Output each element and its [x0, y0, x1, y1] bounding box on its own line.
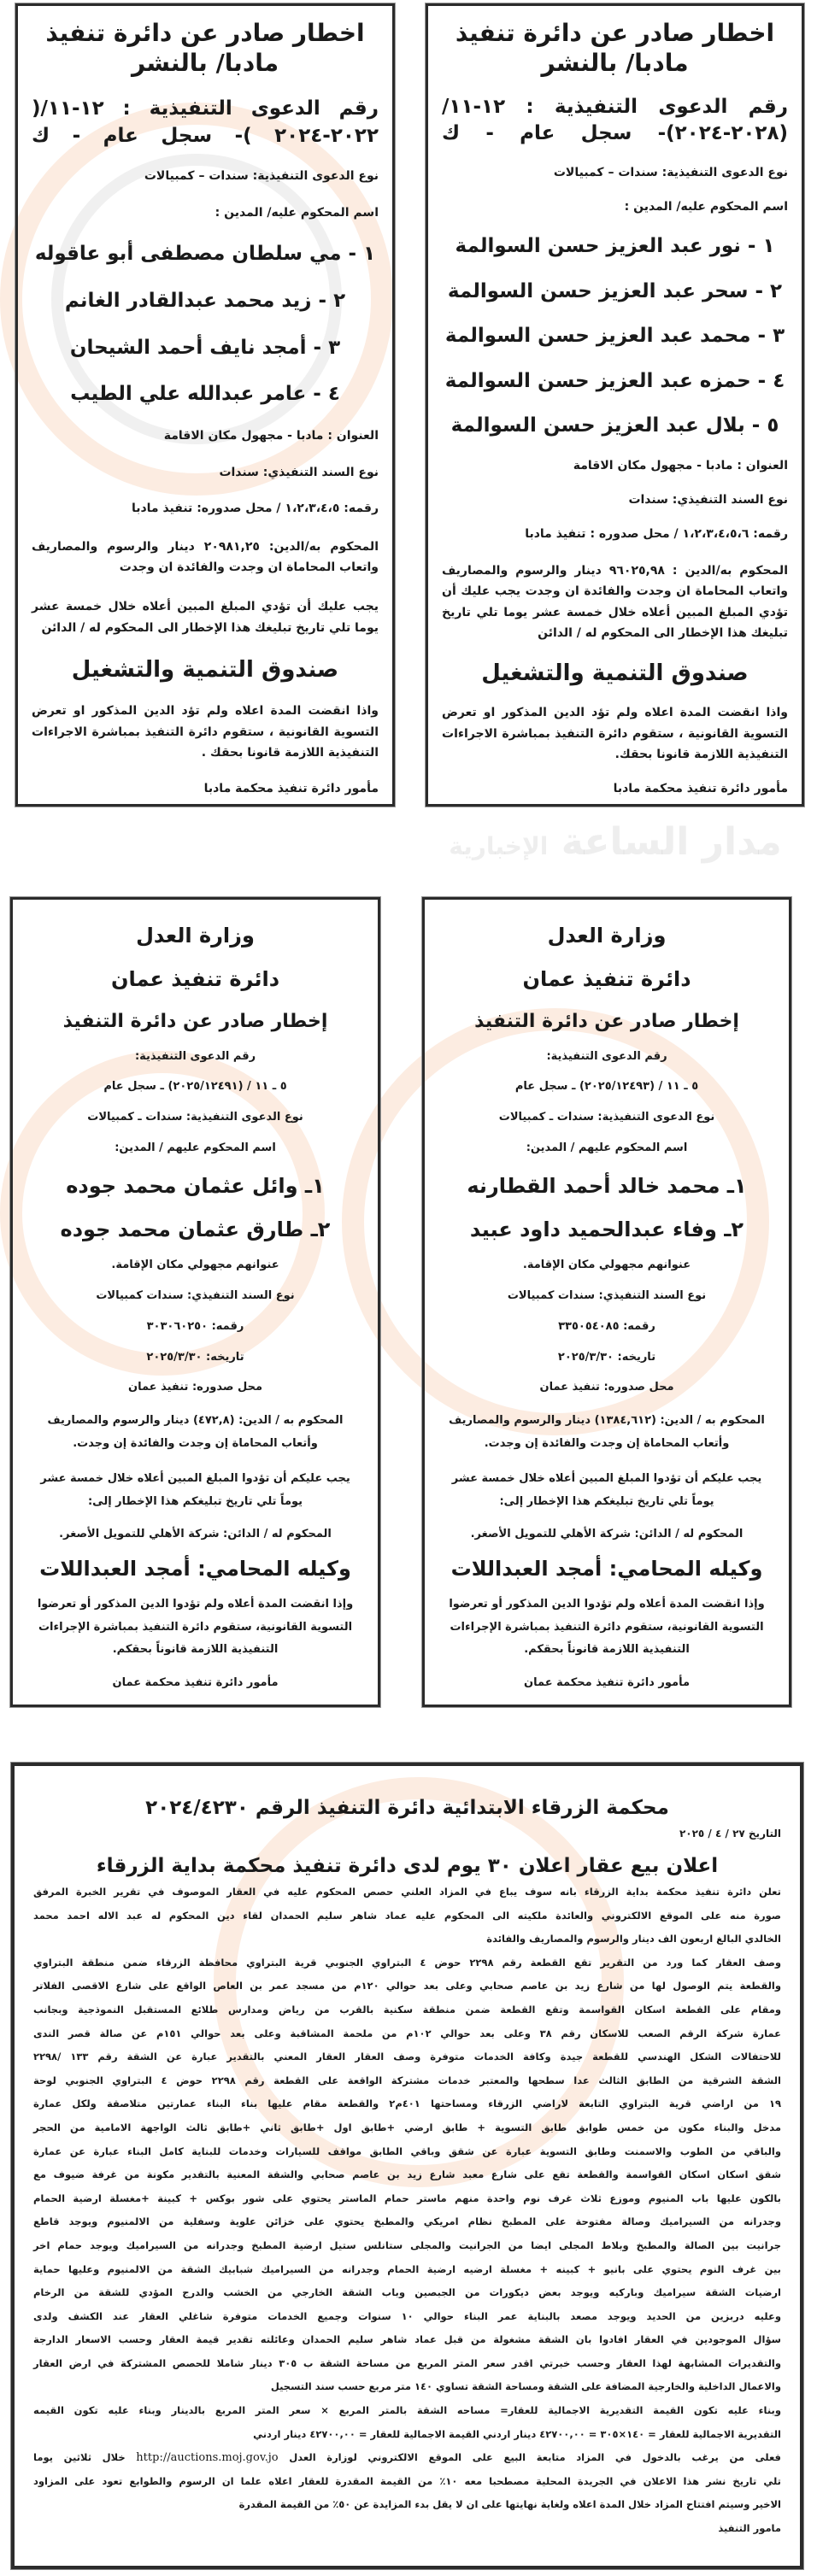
- watermark-logo-subtext: الإخبارية: [449, 832, 549, 860]
- body-text: فعلى من يرغب بالدخول في المزاد متابعة البيع على الموقع الالكتروني لوزارة العدل: [289, 2451, 781, 2464]
- case-number-line: رقم الدعوى التنفيذية : ١٢-١١/: [442, 96, 788, 119]
- document-type: نوع السند التنفيذي: سندات: [628, 493, 788, 508]
- lawyer-name: وكيله المحامي: أمجد العبداللات: [450, 1557, 763, 1581]
- department-name: دائرة تنفيذ عمان: [110, 966, 280, 991]
- debtor-name: ٢ـ وفاء عبدالحميد داود عبيد: [469, 1217, 744, 1241]
- signature: مأمور دائرة تنفيذ محكمة عمان: [112, 1675, 279, 1689]
- body-line: ارضيات الشقة سيراميك وباركيه ويوجد بعض ديكورات من الجبصين وباب الشقة الخارجي من الخشب والدرج المؤدي للشقة من الرخام: [33, 2286, 781, 2299]
- case-type: نوع الدعوى التنفيذية: سندات ـ كمبيالات: [87, 1111, 303, 1124]
- warning-text: وإذا انقضت المدة أعلاه ولم تؤدوا الدين المذكور أو تعرضوا التسوية القانونية، ستقوم دائرة التنفيذ بمباشرة الإجراءات التنفيذية اللازمة قانوناً بحقكم.: [37, 1598, 354, 1657]
- judgment-amount: المحكوم به/الدين: ٢٠٩٨١,٢٥ دينار والرسوم والمصاريف واتعاب المحاماة ان وجدت والفائدة ان وجدت: [32, 539, 379, 575]
- case-number-line: رقم الدعوى التنفيذية : ١٢-١١/(: [32, 97, 379, 120]
- document-number: رقمه: ٣٣٥٠٥٤٠٨٥: [558, 1319, 655, 1333]
- debtor-name: ٣ - محمد عبد العزيز حسن السوالمة: [444, 325, 785, 348]
- case-number: ٥ ـ ١١ / (٢٠٢٥/١٢٤٩١) ـ سجل عام: [103, 1080, 287, 1094]
- notice-madaba-1: [426, 3, 804, 807]
- body-line: صورة منه على الموقع الالكتروني والعائدة ملكيته الى المحكوم عليه عماد شاهر سليم الحمدان لقاء دين المحكوم له عبد الاله احمد محمد: [33, 1909, 781, 1922]
- case-label: رقم الدعوى التنفيذية:: [546, 1049, 667, 1063]
- debtor-name: ٢ - سحر عبد العزيز حسن السوالمة: [447, 279, 783, 302]
- body-line: وبناء عليه تكون القيمة التقديرية الاجمالية للعقار= مساحه الشقة بالمتر المربع × سعر المتر المربع بالدينار وبناء عليه تكون القيمه: [33, 2404, 781, 2417]
- document-place: محل صدوره: تنفيذ عمان: [127, 1381, 263, 1394]
- case-label: رقم الدعوى التنفيذية:: [134, 1049, 256, 1063]
- debtor-name: ٤ - عامر عبدالله علي الطيب: [70, 383, 340, 406]
- debtor-name: ١ـ وائل عثمان محمد جوده: [66, 1173, 325, 1198]
- address: العنوان : مادبا - مجهول مكان الاقامة: [163, 429, 379, 443]
- creditor-name: صندوق التنمية والتشغيل: [71, 656, 339, 683]
- auction-date: التاريخ ٢٧ / ٤ / ٢٠٢٥: [679, 1828, 781, 1840]
- document-type: نوع السند التنفيذي: سندات: [219, 465, 379, 479]
- debtor-name: ١ - مي سلطان مصطفى أبو عاقوله: [34, 242, 376, 265]
- debtor-name: ٢ - زيد محمد عبدالقادر الغانم: [64, 289, 346, 312]
- auction-notice: [11, 1763, 803, 2569]
- department-name: دائرة تنفيذ عمان: [522, 966, 691, 991]
- body-line: ومقام على القطعة اسكان القواسمة وتقع القطعة ضمن منطقة سكنية بالقرب من رياض ومدارس طلائع المستقبل النموذجية وبجانب: [33, 2003, 781, 2016]
- notice-title: [442, 18, 788, 78]
- debtor-label: اسم المحكوم عليه/ المدين :: [624, 199, 788, 214]
- ministry-name: وزارة العدل: [136, 924, 255, 948]
- creditor-name: المحكوم له / الدائن: شركة الأهلي للتمويل الأصغر.: [470, 1528, 744, 1541]
- case-type: نوع الدعوى التنفيذية: سندات – كمبيالات: [144, 169, 379, 184]
- body-line: بين غرف النوم يحتوي على بانيو + كبينه + مغسلة ارضيه ارضية الحمام وجدرانه من السيراميك شبابيك الشقة من الالمنيوم وعليها حماية: [33, 2262, 781, 2275]
- auction-subtitle: اعلان بيع عقار اعلان ٣٠ يوم لدى دائرة تنفيذ محكمة بداية الزرقاء: [96, 1855, 719, 1877]
- signature: مأمور دائرة تنفيذ محكمة مادبا: [203, 782, 379, 795]
- document-place: محل صدوره: تنفيذ عمان: [539, 1381, 674, 1394]
- signature: مأمور دائرة تنفيذ محكمة مادبا: [613, 781, 788, 795]
- body-line: الخالدي البالغ اربعون الف دينار والرسوم والمصاريف والفائدة: [486, 1933, 781, 1945]
- case-number: ٥ ـ ١١ / (٢٠٢٥/١٢٤٩٣) ـ سجل عام: [514, 1080, 699, 1094]
- lawyer-name: وكيله المحامي: أمجد العبداللات: [39, 1557, 351, 1581]
- notice-title: [32, 18, 379, 78]
- signature: مأمور دائرة تنفيذ محكمة عمان: [524, 1675, 690, 1689]
- body-line: تعلن دائرة تنفيذ محكمة بداية الزرقاء بانه سوف يباع في المزاد العلني حصص المحكوم عليه في العقار الموصوف في تقرير الخبرة المرفق: [33, 1886, 781, 1898]
- auction-title: محكمة الزرقاء الابتدائية دائرة التنفيذ الرقم ٢٠٢٤/٤٢٣٠: [145, 1797, 669, 1819]
- notice-amman-1: [422, 897, 791, 1707]
- notice-title-line: اخطار صادر عن دائرة تنفيذ: [45, 19, 365, 47]
- case-type: نوع الدعوى التنفيذية: سندات ـ كمبيالات: [498, 1111, 715, 1124]
- notice-title-line: اخطار صادر عن دائرة تنفيذ: [455, 19, 775, 47]
- body-text: خلال ثلاثين يوما: [33, 2451, 126, 2464]
- warning-text: واذا انقضت المدة اعلاه ولم تؤد الدين المذكور او تعرض التسوية القانونية ، ستقوم دائرة التنفيذ بمباشرة الاجراءات التنفيذية اللازمة قانونا بحقك .: [32, 704, 379, 760]
- debtor-label: اسم المحكوم عليهم / المدين:: [526, 1141, 688, 1154]
- debtor-name: ٣ - أمجد نايف أحمد الشيحان: [69, 336, 341, 359]
- address: عنوانهم مجهولي مكان الإقامة.: [522, 1259, 691, 1272]
- document-type: نوع السند التنفيذي: سندات كمبيالات: [96, 1289, 295, 1303]
- case-number-line: (٢٠٢٨-٢٠٢٤)- سجل عام - ك: [442, 122, 788, 145]
- body-line: جرانيت بين الصالة والمطبخ وبلاط المجلى ايضا من الجرانيت والمجلى ستانلس ستيل ارضية المطبخ وجدرانه من السيراميك ويوجد حمام اخر: [33, 2239, 781, 2251]
- notice-amman-2: [10, 897, 380, 1707]
- body-line: وصف العقار كما ورد من التقرير تقع القطعة رقم ٢٢٩٨ حوض ٤ البتراوي الجنوبي قرية البتراوي محافظة الزرقاء ضمن منطقة البتراوي: [33, 1956, 781, 1969]
- document-date: تاريخه: ٢٠٢٥/٣/٣٠: [146, 1350, 244, 1364]
- notice-title-line: مادبا/ بالنشر: [131, 49, 279, 77]
- debtor-name: ٢ـ طارق عثمان محمد جوده: [60, 1217, 331, 1241]
- body-line: الاخير وسيتم افتتاح المزاد خلال المدة اعلاه ولغاية نهايتها على ان لا يقل بدء المزايدة عن ٥٠٪ من القيمة المقدرة: [238, 2498, 781, 2511]
- document-number: رقمه: ١،٢،٣،٤،٥ / محل صدوره: تنفيذ مادبا: [131, 502, 379, 516]
- body-line: للاحتفالات الشكل الهندسي للقطعة جيدة وكافة الخدمات متوفرة وصف العقار العقار المعني بالتقدير عبارة عن الشقة رقم ١٣٣ /٢٢٩٨: [33, 2051, 781, 2063]
- address: عنوانهم مجهولي مكان الإقامة.: [111, 1259, 279, 1272]
- body-line: عمارة شركة الرقم الصعب للاسكان رقم ٣٨ وعلى بعد حوالي ١٠٢م من ملحمة المشاقبة وعلى بعد حوالي ١٥١م عن صالة قصر الندى: [33, 2027, 781, 2039]
- body-line-with-url: [33, 2446, 781, 2470]
- body-line: وجدرانه من السيراميك وصالة مفتوحة على المطبخ نظام امريكي والمطبخ يحتوي على خزائن علوية وسفلية من الالمنيوم ويوجد قاطع: [33, 2215, 781, 2228]
- judgment-amount: المحكوم به / الدين: (١٣٨٤,٦١٢) دينار والرسوم والمصاريف وأتعاب المحاماة إن وجدت والفائدة إن وجدت.: [449, 1414, 765, 1450]
- creditor-name: المحكوم له / الدائن: شركة الأهلي للتمويل الأصغر.: [59, 1528, 332, 1541]
- body-line: والقطعة يتم الوصول لها من شارع زيد بن عاصم صحابي وعلى بعد حوالي ١٢٠م من مسجد عمر بن العاص الواقع على شارع الاقصى الفلاتر: [33, 1980, 781, 1992]
- address: العنوان : مادبا - مجهول مكان الاقامة: [573, 458, 788, 472]
- judgment-amount: المحكوم به / الدين: (٤٧٢,٨) دينار والرسوم والمصاريف وأتعاب المحاماة إن وجدت والفائدة إن وجدت.: [47, 1414, 344, 1450]
- payment-demand: يجب عليكم أن تؤدوا المبلغ المبين أعلاه خلال خمسة عشر يوماً تلي تاريخ تبليغكم هذا الإخطار إلى:: [451, 1472, 762, 1508]
- body-line: ١٩ من اراضي قرية البتراوي التابعة لاراضي الزرقاء ومساحتها ٤٠١م٢ والقطعة مقام عليها بناء البناء عمارتين متلاصقة ولكل عمارة: [33, 2098, 781, 2110]
- case-type: نوع الدعوى التنفيذية: سندات – كمبيالات: [553, 165, 788, 179]
- body-line: بالكون عليها باب المنيوم وموزع ثلاث غرف نوم واحدة منهم ماستر حمام الماستر يحتوي على شور بوكس + كبينة +مغسلة ارضية الحمام: [33, 2192, 781, 2204]
- body-line: والباقي من الطوب والاسمنت وطابق التسوية عبارة عن شقق وباقي الطابق مواقف للسيارات وخدمات للبناية كامل البناء عبارة عن عمارة: [33, 2145, 781, 2157]
- document-date: تاريخه: ٢٠٢٥/٣/٣٠: [557, 1350, 656, 1364]
- body-line: التقديرية الاجمالية للعقار = ١٤٠×٣٠٥ = ٤٢٧٠٠,٠٠ دينار اردني القيمة الاجمالية للعقار = ٤٢٧٠٠,٠٠ دينار اردني: [253, 2427, 781, 2440]
- payment-demand: يجب عليك أن تؤدي المبلغ المبين أعلاه خلال خمسة عشر يوما تلي تاريخ تبليغك هذا الإخطار الى المحكوم له / الدائن: [32, 600, 379, 635]
- document-number: رقمه: ١،٢،٣،٤،٥،٦ / محل صدوره : تنفيذ مادبا: [525, 527, 788, 542]
- body-line: الشقة الشرقية من الطابق الثالث عدا سطحها والمعتبر خدمات مشتركة الواقعة على القطعة رقم ٢٢٩٨ حوض ٤ البتراوي الجنوبي لوحة: [33, 2074, 781, 2086]
- document-type: نوع السند التنفيذي: سندات كمبيالات: [507, 1289, 707, 1303]
- judgment-amount: المحكوم به/الدين : ٩٦٠٢٥,٩٨ دينار والرسوم والمصاريف واتعاب المحاماة ان وجدت والفائدة ان وجدت يجب عليك أن تؤدي المبلغ المبين أعلاه خلال خمسة عشر يوما تلي تاريخ تبليغك هذا الإخطار الى المحكوم له / الدائن: [442, 563, 788, 641]
- notice-title: إخطار صادر عن دائرة التنفيذ: [474, 1010, 739, 1032]
- warning-text: وإذا انقضت المدة أعلاه ولم تؤدوا الدين المذكور أو تعرضوا التسوية القانونية، ستقوم دائرة التنفيذ بمباشرة الإجراءات التنفيذية اللازمة قانوناً بحقكم.: [449, 1598, 765, 1657]
- warning-text: واذا انقضت المدة اعلاه ولم تؤد الدين المذكور او تعرض التسوية القانونية ، ستقوم دائرة التنفيذ بمباشرة الاجراءات التنفيذية اللازمة قانونا بحقك.: [442, 706, 788, 762]
- watermark-logo-text: مدار الساعة: [561, 820, 782, 864]
- notice-title-line: مادبا/ بالنشر: [541, 49, 689, 77]
- notice-madaba-2: [15, 3, 395, 807]
- body-line: سؤال الموجودين في العقار افادوا بان الشقة مشغولة من قبل عماد شاهر سليم الحمدان وعائلته تقدير قيمة العقار وحسب الاسعار الدارجة: [33, 2333, 781, 2346]
- creditor-name: صندوق التنمية والتشغيل: [481, 660, 749, 686]
- signature: مامور التنفيذ: [718, 2522, 781, 2535]
- debtor-label: اسم المحكوم عليهم / المدين:: [115, 1141, 276, 1154]
- auction-website-link[interactable]: http://auctions.moj.gov.jo: [136, 2451, 279, 2465]
- case-number: [32, 96, 379, 149]
- case-number: [442, 94, 788, 147]
- body-line: والاعمال الداخلية والخارجية المضافة على الشقة ومساحة الشقة تساوي ١٤٠ متر مربع حسب سند التسجيل: [270, 2380, 781, 2393]
- ministry-name: وزارة العدل: [547, 924, 667, 948]
- debtor-name: ٥ - بلال عبد العزيز حسن السوالمة: [450, 414, 779, 437]
- debtor-label: اسم المحكوم عليه/ المدين :: [215, 205, 379, 220]
- body-line: تلي تاريخ نشر هذا الاعلان في الجريدة المحلية مصطحبا معه ١٠٪ من القيمة المقدرة للعقار اعلاه علما ان الرسوم والطوابع تعود على المزاود: [33, 2474, 781, 2487]
- debtor-name: ١ - نور عبد العزيز حسن السوالمة: [455, 235, 775, 258]
- case-number-line: ٢٠٢٢-٢٠٢٤ )- سجل عام - ك: [32, 124, 379, 147]
- body-line: وعليه دربزين من الحديد ويوجد مصعد بالبناية عمر البناء حوالي ١٠ سنوات وجميع الخدمات متوفرة شاغلي العقار عند الكشف ولدى: [33, 2309, 781, 2322]
- auction-body: [33, 1881, 781, 2541]
- body-line: والتقديرات المشابهة لهذا العقار وحسب خبرتي اقدر سعر المتر المربع من مساحة الشقة ب ٣٠٥ دينار شاملا للحصص المشتركة في ارض العقار: [33, 2356, 781, 2369]
- body-line: مدخل والبناء مكون من خمس طوابق طابق التسوية + طابق ارضي +طابق اول +طابق ثاني +طابق ثالث الواجهة الامامية من الحجر: [33, 2121, 781, 2133]
- notice-title: إخطار صادر عن دائرة التنفيذ: [62, 1010, 328, 1032]
- watermark-logo: [444, 820, 786, 864]
- body-line: شقق اسكان اسكان القواسمة والقطعة تقع على شارع معبد شارع زيد بن عاصم صحابي والشقة المعنية بالتقدير مكونة من غرفة ضيوف مع: [33, 2168, 781, 2181]
- payment-demand: يجب عليكم أن تؤدوا المبلغ المبين أعلاه خلال خمسة عشر يوماً تلي تاريخ تبليغكم هذا الإخطار إلى:: [40, 1472, 350, 1508]
- debtor-name: ١ـ محمد خالد أحمد القطارنه: [467, 1173, 747, 1198]
- debtor-name: ٤ - حمزه عبد العزيز حسن السوالمة: [444, 369, 785, 392]
- document-number: رقمه: ٣٠٣٠٦٠٢٥٠: [146, 1319, 244, 1333]
